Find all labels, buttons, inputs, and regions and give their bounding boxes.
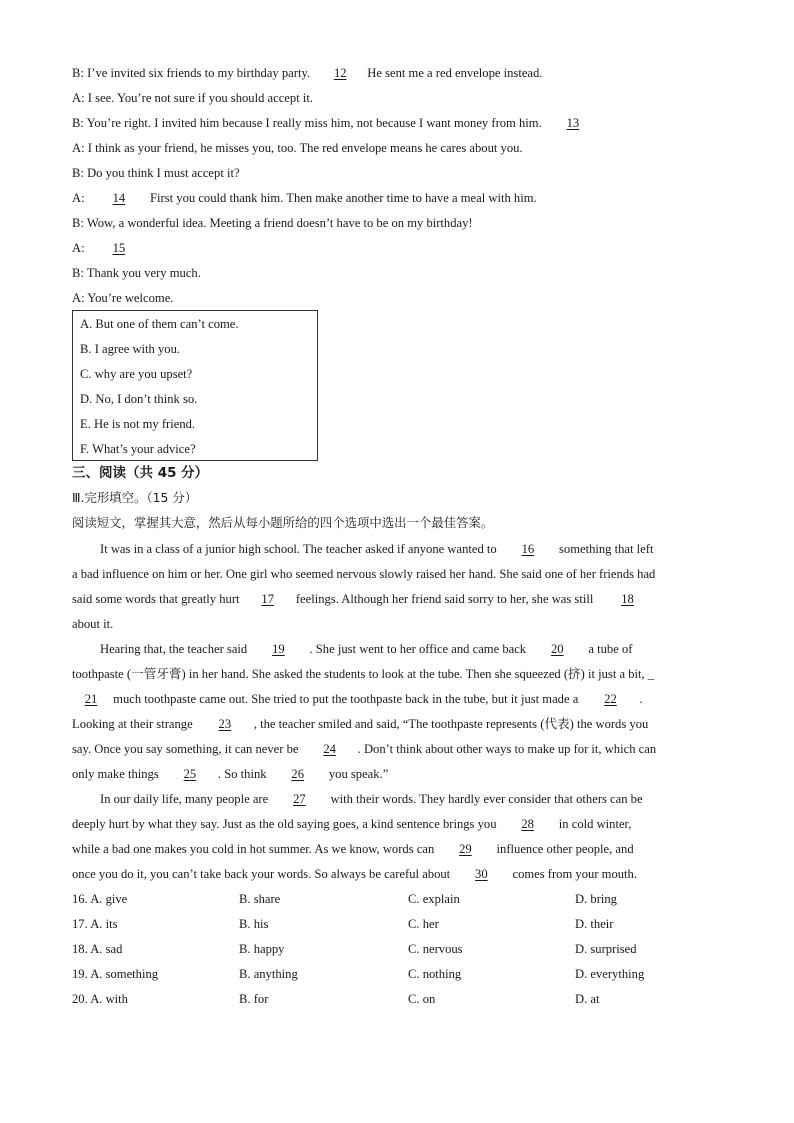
choice-option[interactable]: D. everything (575, 967, 645, 981)
section-title: 三、阅读（共 45 分） (72, 465, 209, 481)
passage-line (72, 666, 724, 682)
speaker: A: (72, 241, 85, 255)
dialogue-line (72, 290, 173, 306)
speaker: B: (72, 166, 84, 180)
speaker: B: (72, 266, 84, 280)
speaker: A: (72, 291, 85, 305)
choice-row (72, 891, 722, 907)
choice-row (72, 941, 722, 957)
passage-line (72, 866, 724, 882)
choice-option[interactable]: D. surprised (575, 942, 637, 956)
dialogue-text: You’re right. I invited him because I really miss him, not because I want money from him. (86, 116, 542, 130)
passage-text: much toothpaste came out. She tried to put the toothpaste back in the tube, but it just made a (110, 692, 582, 706)
choice-option[interactable]: B. his (239, 917, 269, 931)
speaker: A: (72, 91, 85, 105)
dialogue-line (72, 265, 201, 281)
dialogue-text: You’re welcome. (87, 291, 174, 305)
choice-row (72, 966, 722, 982)
passage-text: say. Once you say something, it can never be (72, 742, 302, 756)
choice-option[interactable]: B. share (239, 892, 281, 906)
answer-blank[interactable]: 17 (261, 592, 274, 606)
answer-blank[interactable]: 12 (333, 66, 347, 80)
choice-option[interactable]: C. explain (408, 892, 460, 906)
choice-option[interactable]: 20. A. with (72, 992, 128, 1006)
answer-blank[interactable]: 21 (84, 692, 98, 706)
passage-line (72, 716, 724, 732)
dialogue-line (72, 65, 542, 81)
passage-text: said some words that greatly hurt (72, 592, 243, 606)
speaker: A: (72, 191, 85, 205)
choice-option[interactable]: B. happy (239, 942, 285, 956)
passage-text: _ (647, 667, 655, 681)
answer-blank[interactable]: 16 (521, 542, 535, 556)
passage-text: It was in a class of a junior high school. The teacher asked if anyone wanted to (100, 542, 500, 556)
dialogue-text: I think as your friend, he misses you, too. The red envelope means he cares about you. (87, 141, 523, 155)
dialogue-line (72, 140, 523, 156)
passage-text: . So think (217, 767, 270, 781)
passage-line (72, 641, 752, 657)
passage-text: a bad influence on him or her. One girl who seemed nervous slowly raised her hand. She said one of her friends had (72, 567, 656, 581)
passage-text: . She just went to her office and came back (306, 642, 530, 656)
answer-blank[interactable]: 28 (521, 817, 534, 831)
passage-text: while a bad one makes you cold in hot summer. As we know, words can (72, 842, 438, 856)
passage-text: . (639, 692, 643, 706)
option-item[interactable]: A. But one of them can’t come. (80, 317, 239, 331)
passage-text: something that left (555, 542, 654, 556)
choice-option[interactable]: B. anything (239, 967, 298, 981)
dialogue-text: I’ve invited six friends to my birthday party. (87, 66, 311, 80)
choice-option[interactable]: B. for (239, 992, 269, 1006)
passage-text: In our daily life, many people are (100, 792, 272, 806)
passage-text: a tube of (585, 642, 633, 656)
choice-option[interactable]: C. nothing (408, 967, 462, 981)
passage-line (72, 691, 724, 707)
passage-line (72, 816, 724, 832)
answer-blank[interactable]: 22 (604, 692, 617, 706)
choice-option[interactable]: 19. A. something (72, 967, 159, 981)
choice-option[interactable]: D. their (575, 917, 614, 931)
speaker: B: (72, 66, 84, 80)
passage-text: comes from your mouth. (509, 867, 637, 881)
passage-text: deeply hurt by what they say. Just as the old saying goes, a kind sentence brings you (72, 817, 500, 831)
answer-blank[interactable]: 30 (475, 867, 488, 881)
choice-row (72, 991, 722, 1007)
passage-line (72, 766, 724, 782)
passage-text: once you do it, you can’t take back your words. So always be careful about (72, 867, 454, 881)
options-box (72, 310, 318, 461)
speaker: B: (72, 216, 84, 230)
answer-blank[interactable]: 15 (112, 241, 126, 255)
choice-option[interactable]: C. her (408, 917, 439, 931)
passage-text: feelings. Although her friend said sorry to her, she was still (292, 592, 597, 606)
answer-blank[interactable]: 29 (459, 842, 472, 856)
speaker: A: (72, 141, 85, 155)
passage-text: toothpaste (一管牙膏) in her hand. She asked the students to look at the tube. Then she squeezed (挤) it just a bit, (72, 667, 648, 681)
dialogue-text: I see. You’re not sure if you should accept it. (87, 91, 313, 105)
answer-blank[interactable]: 26 (291, 767, 304, 781)
passage-line (72, 566, 724, 582)
option-item[interactable]: B. I agree with you. (80, 342, 181, 356)
answer-blank[interactable]: 13 (566, 116, 580, 130)
dialogue-text: He sent me a red envelope instead. (367, 66, 543, 80)
dialogue-text: Thank you very much. (86, 266, 201, 280)
passage-line (72, 616, 724, 632)
passage-line (72, 791, 752, 807)
passage-line (72, 741, 724, 757)
passage-line (72, 591, 724, 607)
dialogue-line (72, 115, 601, 131)
dialogue-line (72, 240, 147, 256)
choice-option[interactable]: C. nervous (408, 942, 463, 956)
subsection-title: Ⅲ.完形填空。（15 分） (72, 490, 198, 505)
passage-text: influence other people, and (493, 842, 634, 856)
answer-blank[interactable]: 23 (218, 717, 232, 731)
passage-text: in cold winter, (555, 817, 632, 831)
passage-text: you speak.” (325, 767, 389, 781)
answer-blank[interactable]: 19 (272, 642, 285, 656)
passage-text: only make things (72, 767, 162, 781)
option-item[interactable]: F. What’s your advice? (80, 442, 196, 456)
choice-option[interactable]: 18. A. sad (72, 942, 123, 956)
answer-blank[interactable]: 25 (183, 767, 197, 781)
option-item[interactable]: C. why are you upset? (80, 367, 193, 381)
passage-text: about it. (72, 617, 114, 631)
dialogue-text: First you could thank him. Then make another time to have a meal with him. (150, 191, 537, 205)
passage-text: , the teacher smiled and said, “The toothpaste represents (代表) the words you (253, 717, 649, 731)
choice-row (72, 916, 722, 932)
choice-option[interactable]: C. on (408, 992, 436, 1006)
passage-text: Hearing that, the teacher said (100, 642, 251, 656)
answer-blank[interactable]: 18 (621, 592, 634, 606)
passage-line (72, 541, 752, 557)
dialogue-text: Wow, a wonderful idea. Meeting a friend doesn’t have to be on my birthday! (86, 216, 473, 230)
answer-blank[interactable]: 20 (550, 642, 564, 656)
passage-line (72, 841, 724, 857)
answer-blank[interactable]: 24 (323, 742, 336, 756)
answer-blank[interactable]: 27 (293, 792, 306, 806)
choice-option[interactable]: 17. A. its (72, 917, 118, 931)
choice-option[interactable]: D. at (575, 992, 600, 1006)
dialogue-line (72, 165, 240, 181)
passage-text: Looking at their strange (72, 717, 196, 731)
dialogue-line (72, 190, 537, 206)
option-item[interactable]: D. No, I don’t think so. (80, 392, 198, 406)
choice-option[interactable]: 16. A. give (72, 892, 128, 906)
passage-text: with their words. They hardly ever consider that others can be (327, 792, 643, 806)
choice-option[interactable]: D. bring (575, 892, 617, 906)
passage-text: . Don’t think about other ways to make up for it, which can (357, 742, 657, 756)
instruction: 阅读短文，掌握其大意，然后从每小题所给的四个选项中选出一个最佳答案。 (72, 515, 494, 530)
dialogue-line (72, 90, 313, 106)
dialogue-text: Do you think I must accept it? (87, 166, 240, 180)
speaker: B: (72, 116, 84, 130)
option-item[interactable]: E. He is not my friend. (80, 417, 196, 431)
dialogue-line (72, 215, 473, 231)
answer-blank[interactable]: 14 (112, 191, 126, 205)
